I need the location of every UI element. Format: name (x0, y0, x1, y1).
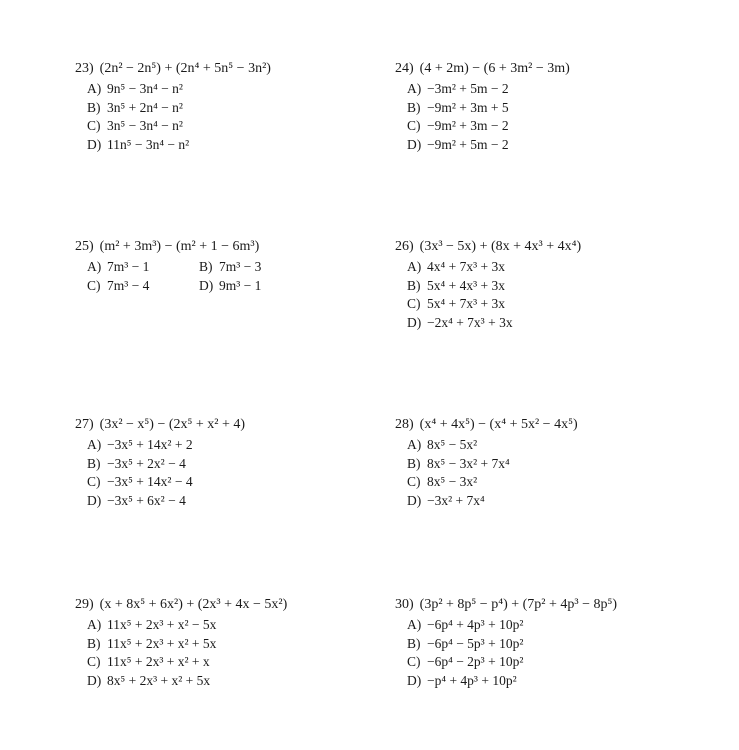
choice-d (407, 136, 725, 155)
choice-text: 11x⁵ + 2x³ + x² + 5x (107, 635, 217, 651)
problem-number: 30) (395, 597, 414, 612)
choice-letter: A) (407, 259, 422, 274)
choice-letter: C) (87, 474, 101, 489)
problem-expression: (3x² − x⁵) − (2x⁵ + x² + 4) (99, 417, 246, 432)
problem-expression: (m² + 3m³) − (m² + 1 − 6m³) (99, 239, 260, 254)
choice-text: −6p⁴ − 2p³ + 10p² (427, 654, 524, 669)
choice-letter: D) (199, 277, 214, 293)
choice-letter: C) (87, 654, 101, 669)
choice-letter: D) (407, 314, 422, 330)
choice-letter: A) (87, 437, 102, 452)
choice-b (87, 455, 405, 474)
choice-letter: B) (407, 99, 421, 115)
choice-letter: A) (87, 617, 102, 632)
problem-26 (395, 238, 725, 332)
problem-question (395, 60, 725, 78)
choice-text: 9n⁵ − 3n⁴ − n² (107, 81, 183, 96)
choice-letter: A) (407, 617, 422, 632)
choice-c (87, 117, 405, 136)
choice-b (87, 99, 405, 118)
choice-text: −3m² + 5m − 2 (427, 81, 509, 96)
choice-c (407, 653, 725, 672)
choice-c (407, 117, 725, 136)
choice-letter: D) (87, 136, 102, 152)
choice-a (407, 616, 725, 635)
choice-letter: C) (87, 277, 101, 293)
choice-letter: C) (407, 296, 421, 311)
choice-b (407, 99, 725, 118)
choice-letter: B) (87, 455, 101, 471)
answer-choices (407, 258, 725, 332)
choice-d (87, 672, 405, 691)
choice-text: 3n⁵ − 3n⁴ − n² (107, 118, 183, 133)
answer-choices (87, 616, 405, 690)
problem-30 (395, 596, 725, 690)
choice-text: −2x⁴ + 7x³ + 3x (427, 314, 513, 330)
problem-25 (75, 238, 405, 295)
problem-expression: (x + 8x⁵ + 6x²) + (2x³ + 4x − 5x²) (99, 597, 288, 612)
answer-choices (87, 436, 405, 510)
problem-number: 26) (395, 239, 414, 254)
choice-text: −9m² + 3m − 2 (427, 118, 509, 133)
choice-c (407, 473, 725, 492)
choice-text: 9m³ − 1 (219, 277, 262, 293)
problem-number: 27) (75, 417, 94, 432)
choice-text: −3x⁵ + 2x² − 4 (107, 455, 186, 471)
choice-text: 7m³ − 3 (219, 259, 262, 274)
choice-letter: A) (87, 259, 102, 274)
problem-23 (75, 60, 405, 154)
choice-letter: C) (407, 654, 421, 669)
choice-text: 3n⁵ + 2n⁴ − n² (107, 99, 183, 115)
choice-letter: B) (199, 259, 213, 274)
choice-b (87, 635, 405, 654)
choice-letter: B) (87, 99, 101, 115)
choice-letter: D) (407, 136, 422, 152)
problem-question (395, 596, 725, 614)
problem-question (75, 596, 405, 614)
choice-text: 8x⁵ − 3x² (427, 474, 478, 489)
choice-letter: B) (407, 635, 421, 651)
choice-text: 7m³ − 4 (107, 277, 150, 293)
choice-text: 4x⁴ + 7x³ + 3x (427, 259, 505, 274)
choice-a (87, 436, 405, 455)
choice-d (407, 314, 725, 333)
choice-text: 11x⁵ + 2x³ + x² − 5x (107, 617, 217, 632)
problem-question (75, 416, 405, 434)
choice-letter: C) (407, 118, 421, 133)
choice-text: 8x⁵ − 5x² (427, 437, 478, 452)
problem-expression: (3p² + 8p⁵ − p⁴) + (7p² + 4p³ − 8p⁵) (419, 597, 618, 612)
choice-b (199, 258, 319, 277)
choice-text: 5x⁴ + 4x³ + 3x (427, 277, 505, 293)
choice-text: 5x⁴ + 7x³ + 3x (427, 296, 505, 311)
problem-29 (75, 596, 405, 690)
choice-letter: D) (407, 492, 422, 508)
problem-28 (395, 416, 725, 510)
answer-choices (87, 258, 405, 295)
choice-d (407, 492, 725, 511)
problem-27 (75, 416, 405, 510)
choice-text: 7m³ − 1 (107, 259, 150, 274)
choice-letter: C) (87, 118, 101, 133)
choice-b (407, 455, 725, 474)
problem-expression: (2n² − 2n⁵) + (2n⁴ + 5n⁵ − 3n²) (99, 61, 271, 76)
choice-c (87, 473, 405, 492)
problem-number: 24) (395, 61, 414, 76)
problem-question (75, 238, 405, 256)
problem-expression: (4 + 2m) − (6 + 3m² − 3m) (419, 61, 570, 76)
choice-a (87, 616, 405, 635)
choice-letter: A) (407, 81, 422, 96)
choice-d (87, 492, 405, 511)
choice-text: −3x⁵ + 6x² − 4 (107, 492, 186, 508)
choice-c (407, 295, 725, 314)
choice-b (407, 635, 725, 654)
choice-a (87, 80, 405, 99)
problem-question (75, 60, 405, 78)
choice-letter: A) (407, 437, 422, 452)
choice-text: 8x⁵ − 3x² + 7x⁴ (427, 455, 510, 471)
problem-number: 25) (75, 239, 94, 254)
problem-expression: (x⁴ + 4x⁵) − (x⁴ + 5x² − 4x⁵) (419, 417, 578, 432)
choice-letter: B) (407, 455, 421, 471)
choice-letter: A) (87, 81, 102, 96)
answer-choices (407, 80, 725, 154)
choice-text: 11n⁵ − 3n⁴ − n² (107, 136, 190, 152)
choice-text: −9m² + 3m + 5 (427, 99, 509, 115)
choice-text: 11x⁵ + 2x³ + x² + x (107, 654, 210, 669)
choice-d (87, 136, 405, 155)
choice-text: −3x⁵ + 14x² + 2 (107, 437, 193, 452)
problem-24 (395, 60, 725, 154)
choice-c (87, 277, 199, 296)
choice-letter: B) (407, 277, 421, 293)
answer-choices (407, 436, 725, 510)
problem-number: 23) (75, 61, 94, 76)
choice-letter: D) (407, 672, 422, 688)
choice-b (407, 277, 725, 296)
choice-d (407, 672, 725, 691)
choice-a (87, 258, 199, 277)
answer-choices (407, 616, 725, 690)
problem-question (395, 416, 725, 434)
choice-text: −p⁴ + 4p³ + 10p² (427, 672, 517, 688)
choice-text: −9m² + 5m − 2 (427, 136, 509, 152)
choice-a (407, 80, 725, 99)
problem-number: 28) (395, 417, 414, 432)
choice-text: −6p⁴ + 4p³ + 10p² (427, 617, 524, 632)
answer-choices (87, 80, 405, 154)
choice-c (87, 653, 405, 672)
choice-text: −3x⁵ + 14x² − 4 (107, 474, 193, 489)
choice-text: 8x⁵ + 2x³ + x² + 5x (107, 672, 211, 688)
choice-text: −6p⁴ − 5p³ + 10p² (427, 635, 524, 651)
problem-question (395, 238, 725, 256)
choice-letter: C) (407, 474, 421, 489)
choice-a (407, 436, 725, 455)
choice-a (407, 258, 725, 277)
problem-number: 29) (75, 597, 94, 612)
choice-d (199, 277, 319, 296)
choice-letter: D) (87, 672, 102, 688)
choice-letter: D) (87, 492, 102, 508)
choice-letter: B) (87, 635, 101, 651)
problem-expression: (3x³ − 5x) + (8x + 4x³ + 4x⁴) (419, 239, 582, 254)
choice-text: −3x² + 7x⁴ (427, 492, 485, 508)
